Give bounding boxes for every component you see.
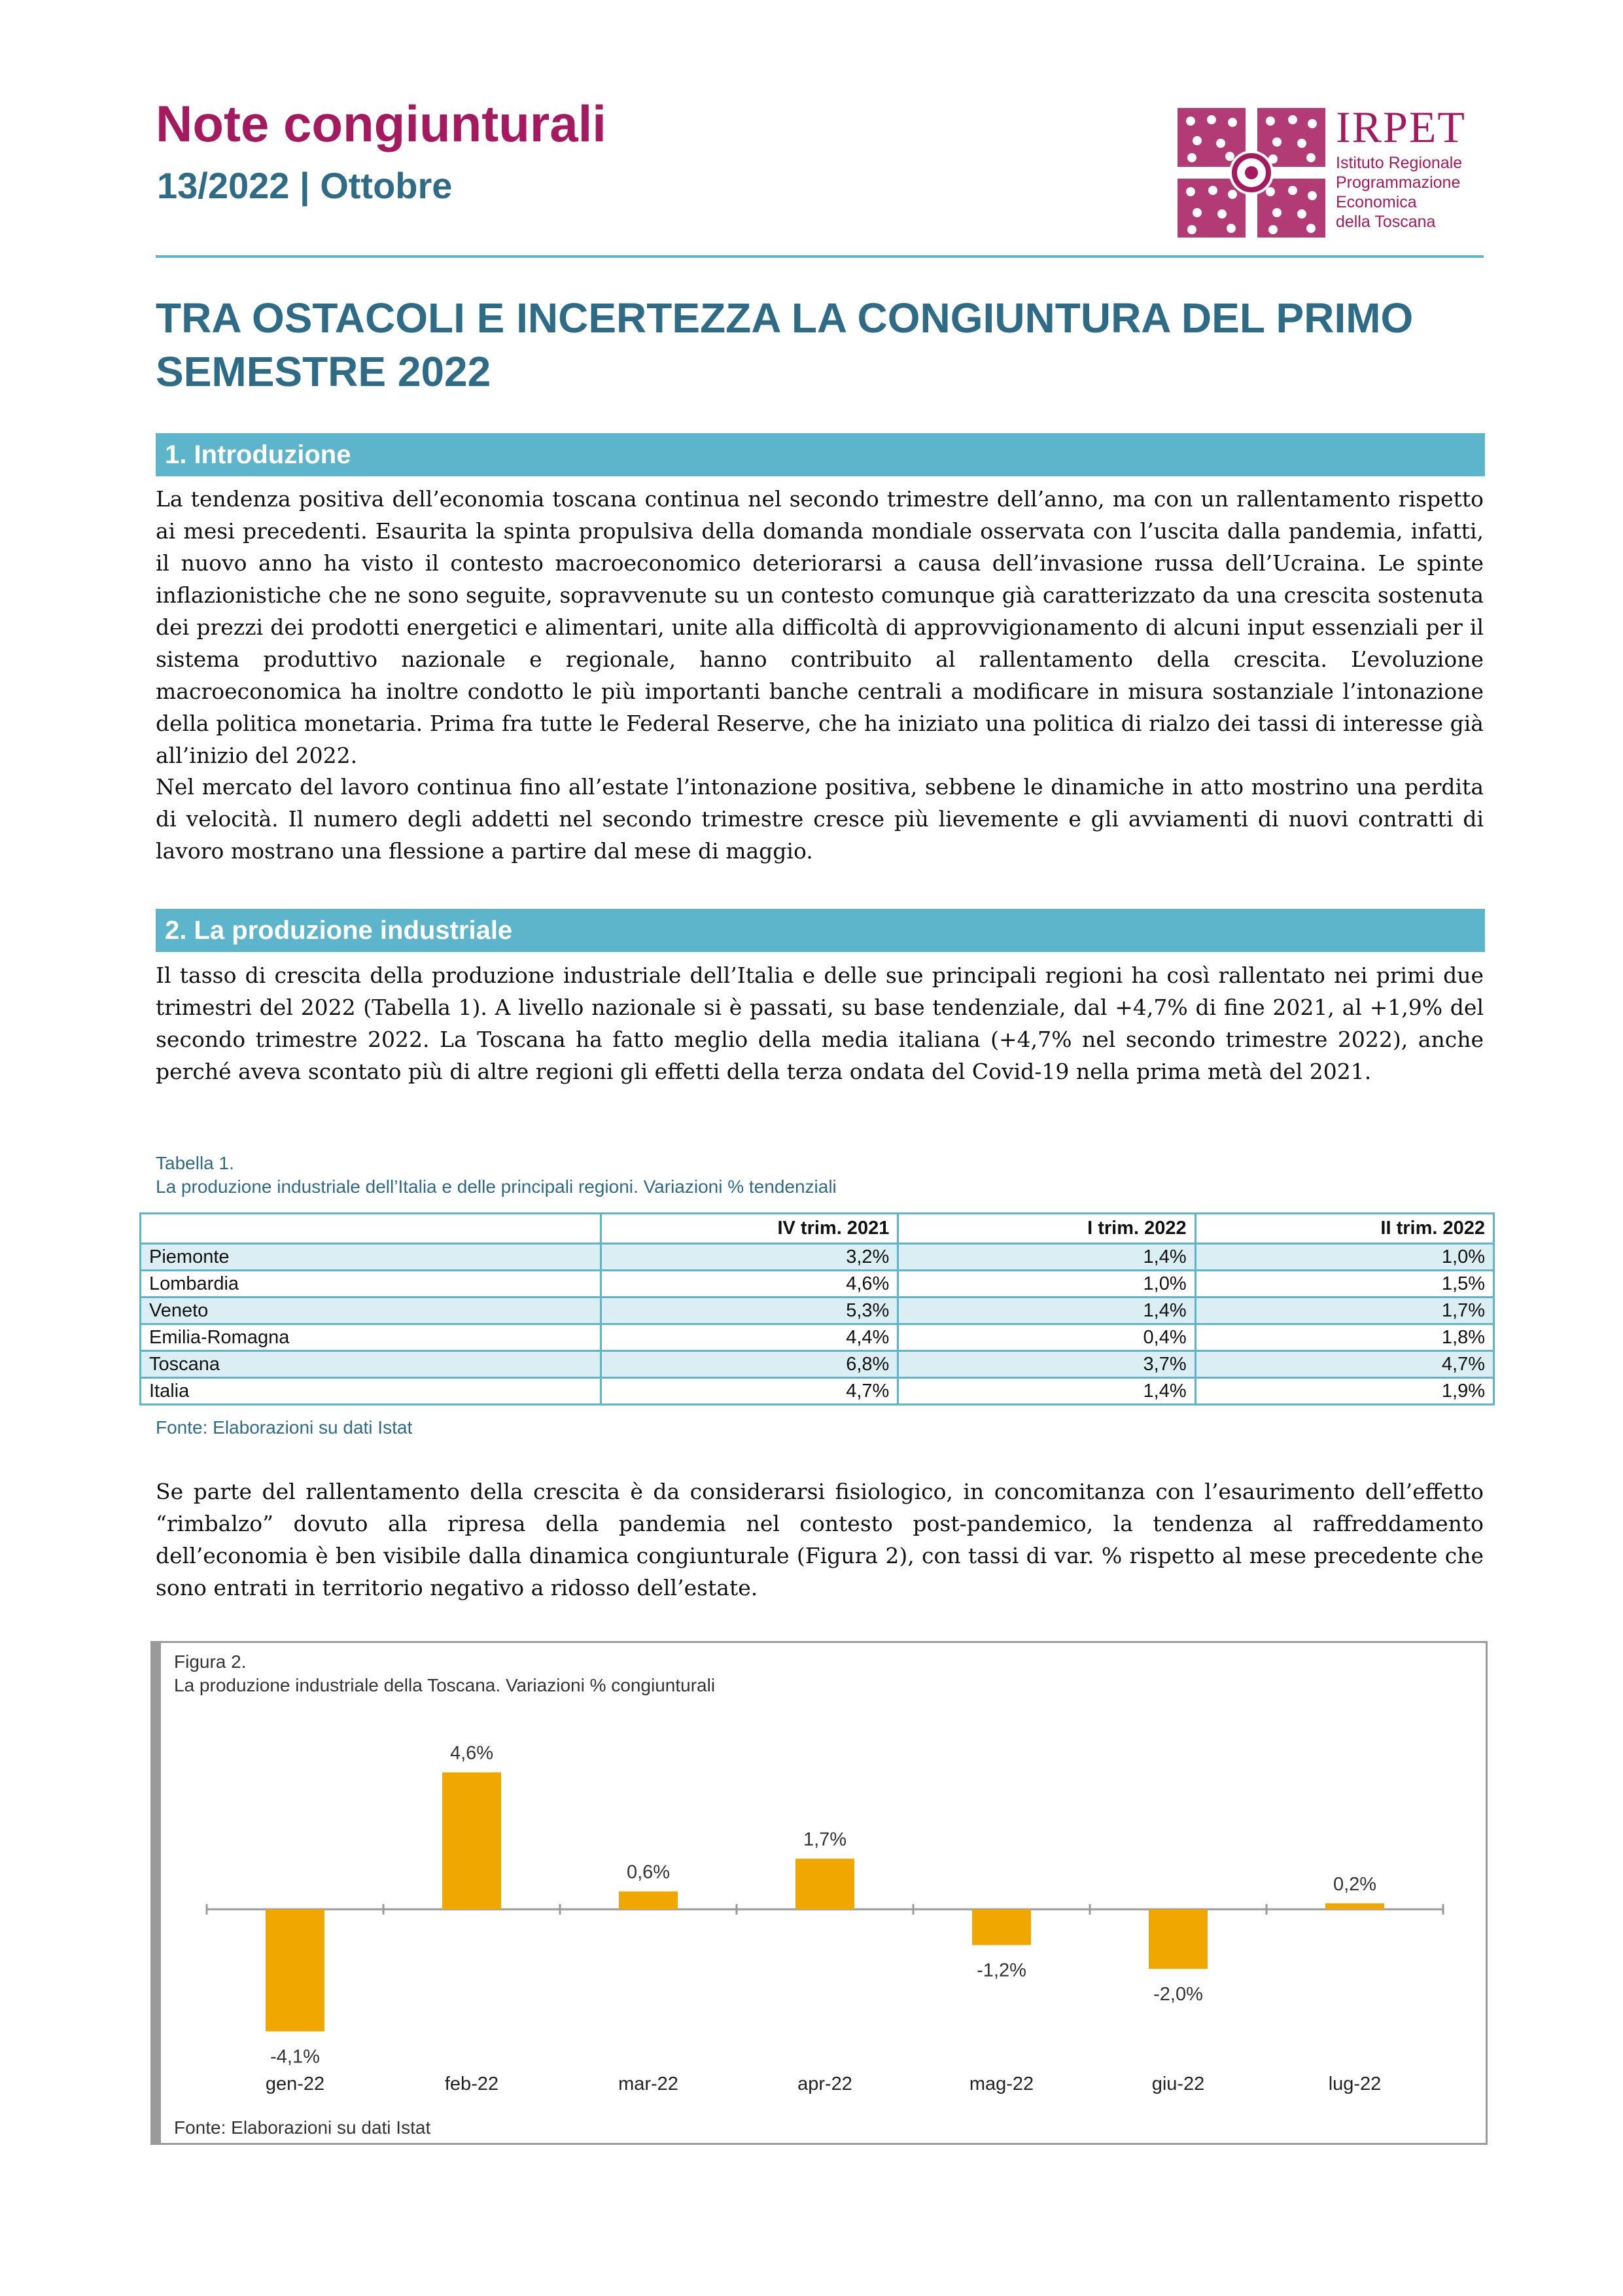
value-cell: 1,0% (898, 1271, 1195, 1298)
x-tick-label: lug-22 (1328, 2074, 1382, 2094)
value-cell: 4,6% (601, 1271, 898, 1298)
data-label: 4,6% (449, 1742, 494, 1764)
x-tick-label: mar-22 (618, 2074, 678, 2094)
figure-side-bar (150, 1641, 161, 2145)
region-cell: Lombardia (141, 1271, 601, 1298)
table-row (141, 1324, 1494, 1351)
bar-feb-22 (442, 1773, 501, 1909)
figure-label: Figura 2. (174, 1651, 247, 1672)
table-label: Tabella 1. (156, 1153, 234, 1173)
value-cell: 4,7% (601, 1378, 898, 1405)
bar-apr-22 (795, 1859, 854, 1909)
value-cell: 1,0% (1195, 1244, 1493, 1271)
table-source: Fonte: Elaborazioni su dati Istat (156, 1417, 413, 1438)
value-cell: 1,9% (1195, 1378, 1493, 1405)
region-cell: Piemonte (141, 1244, 601, 1271)
main-headline: TRA OSTACOLI E INCERTEZZA LA CONGIUNTURA DEL PRIMO SEMESTRE 2022 (156, 294, 1414, 395)
value-cell: 1,7% (1195, 1298, 1493, 1324)
table-header-row (141, 1214, 1494, 1244)
table-row (141, 1378, 1494, 1405)
issue-number: 13/2022 | Ottobre (157, 165, 453, 206)
paragraph-produzione-1: Il tasso di crescita della produzione industriale dell’Italia e delle sue principali regioni ha così rallentato nei primi due trimestri del 2022 (Tabella 1). A livello nazionale si è passati, su base tendenziale, dal +4,7% di fine 2021, al +1,9% del secondo trimestre 2022. La Toscana ha fatto meglio della media italiana (+4,7% nel secondo trimestre 2022), anche perché aveva scontato più di altre regioni gli effetti della terza ondata del Covid-19 nella prima metà del 2021. (156, 963, 1484, 1084)
bar-mar-22 (619, 1892, 678, 1909)
paragraph-produzione-2: Se parte del rallentamento della crescita è da considerarsi fisiologico, in concomitanza con l’esaurimento dell’effetto “rimbalzo” dovuto alla ripresa della pandemia nel contesto post-pandemico, la tendenza al raffreddamento dell’economia è ben visibile dalla dinamica congiunturale (Figura 2), con tassi di var. % rispetto al mese precedente che sono entrati in territorio negativo a ridosso dell’estate. (156, 1479, 1484, 1600)
value-cell: 4,7% (1195, 1351, 1493, 1378)
bar-lug-22 (1325, 1903, 1384, 1909)
region-cell: Veneto (141, 1298, 601, 1324)
value-cell: 1,4% (898, 1244, 1195, 1271)
publication-title: Note congiunturali (156, 95, 606, 152)
production-table (139, 1212, 1495, 1405)
bar-giu-22 (1149, 1909, 1208, 1969)
bar-gen-22 (266, 1909, 324, 2032)
value-cell: 3,2% (601, 1244, 898, 1271)
value-cell: 1,4% (898, 1378, 1195, 1405)
value-cell: 4,4% (601, 1324, 898, 1351)
region-cell: Toscana (141, 1351, 601, 1378)
logo-subtitle: Istituto Regionale Programmazione Economica della Toscana (1336, 154, 1463, 231)
value-cell: 0,4% (898, 1324, 1195, 1351)
data-label: -2,0% (1153, 1984, 1203, 2005)
figure-caption: La produzione industriale della Toscana. Variazioni % congiunturali (174, 1675, 716, 1695)
column-header: IV trim. 2021 (601, 1214, 898, 1244)
section-heading-introduzione: 1. Introduzione (156, 433, 1485, 476)
data-label: 1,7% (803, 1829, 847, 1850)
paragraph-intro-2: Nel mercato del lavoro continua fino all’estate l’intonazione positiva, sebbene le dinamiche in atto mostrino una perdita di velocità. Il numero degli addetti nel secondo trimestre cresce più lievemente e gli avviamenti di nuovi contratti di lavoro mostrano una flessione a partire dal mese di maggio. (156, 774, 1484, 864)
x-tick-label: gen-22 (265, 2074, 325, 2094)
table-row (141, 1271, 1494, 1298)
data-label: 0,6% (626, 1862, 671, 1883)
data-label: -1,2% (977, 1960, 1026, 1981)
table-row (141, 1298, 1494, 1324)
value-cell: 6,8% (601, 1351, 898, 1378)
value-cell: 1,5% (1195, 1271, 1493, 1298)
column-header (141, 1214, 601, 1244)
table-caption: La produzione industriale dell’Italia e delle principali regioni. Variazioni % tendenziali (156, 1176, 837, 1197)
data-label: 0,2% (1333, 1873, 1377, 1895)
x-tick-label: feb-22 (444, 2074, 499, 2094)
figure-source: Fonte: Elaborazioni su dati Istat (174, 2117, 431, 2138)
bar-chart (161, 1701, 1482, 2120)
x-tick-label: giu-22 (1151, 2074, 1205, 2094)
section-heading-produzione: 2. La produzione industriale (156, 909, 1485, 952)
table-row (141, 1244, 1494, 1271)
column-header: I trim. 2022 (898, 1214, 1195, 1244)
region-cell: Italia (141, 1378, 601, 1405)
irpet-logo-mark (1178, 108, 1328, 239)
value-cell: 1,8% (1195, 1324, 1493, 1351)
value-cell: 3,7% (898, 1351, 1195, 1378)
x-tick-label: mag-22 (969, 2074, 1034, 2094)
x-tick-label: apr-22 (797, 2074, 852, 2094)
value-cell: 5,3% (601, 1298, 898, 1324)
data-label: -4,1% (270, 2046, 320, 2068)
paragraph-intro-1: La tendenza positiva dell’economia toscana continua nel secondo trimestre dell’anno, ma con un rallentamento rispetto ai mesi precedenti. Esaurita la spinta propulsiva della domanda mondiale osservata con l’uscita dalla pandemia, infatti, il nuovo anno ha visto il contesto macroeconomico deteriorarsi a causa dell’invasione russa dell’Ucraina. Le spinte inflazionistiche che ne sono seguite, sopravvenute su un contesto comunque già caratterizzato da una crescita sostenuta dei prezzi dei prodotti energetici e alimentari, unite alla difficoltà di approvvigionamento di alcuni input essenziali per il sistema produttivo nazionale e regionale, hanno contribuito al rallentamento della crescita. L’evoluzione macroeconomica ha inoltre condotto le più importanti banche centrali a modificare in misura sostanziale l’intonazione della politica monetaria. Prima fra tutte le Federal Reserve, che ha iniziato una politica di rialzo dei tassi di interesse già all’inizio del 2022. (156, 486, 1484, 768)
logo-wordmark: IRPET (1336, 102, 1466, 152)
column-header: II trim. 2022 (1195, 1214, 1493, 1244)
value-cell: 1,4% (898, 1298, 1195, 1324)
bar-mag-22 (972, 1909, 1031, 1945)
table-row (141, 1351, 1494, 1378)
region-cell: Emilia-Romagna (141, 1324, 601, 1351)
header-divider (156, 255, 1484, 258)
